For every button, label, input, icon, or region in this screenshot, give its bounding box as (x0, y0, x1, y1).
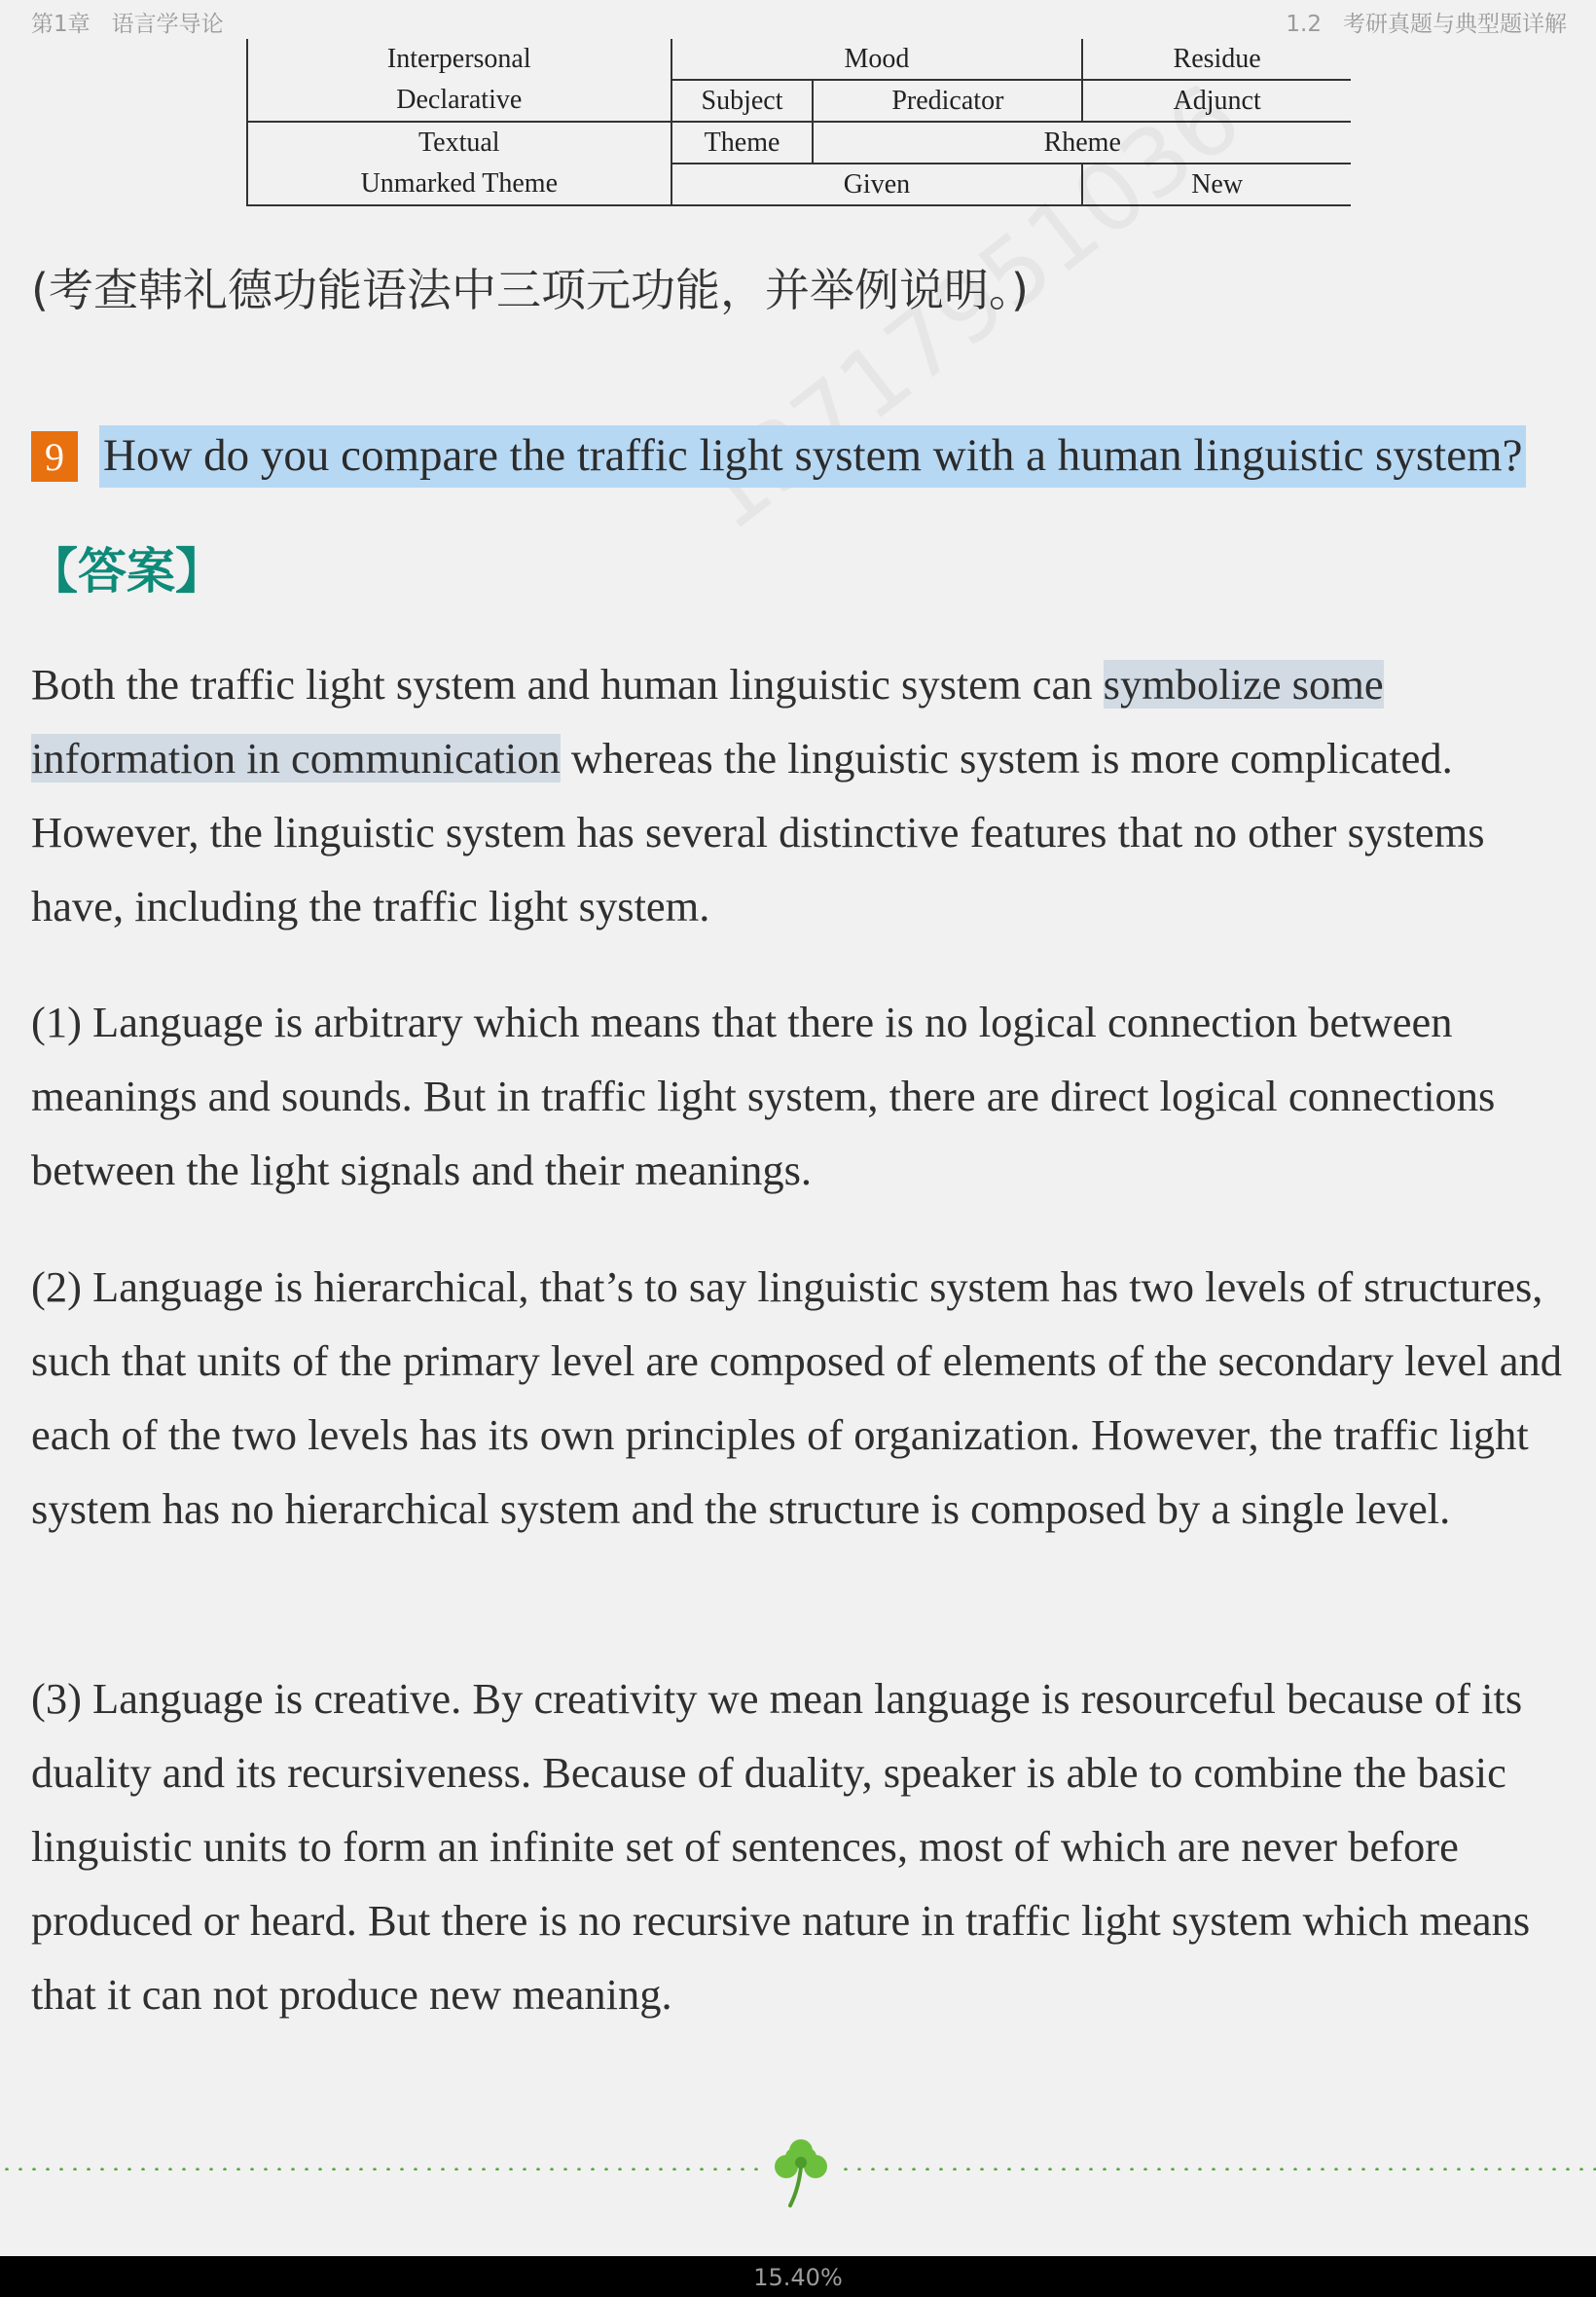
clover-icon (767, 2133, 835, 2209)
answer-paragraph[interactable]: (3) Language is creative. By creativity we mean language is resourceful because of its duality and its recursiveness. Because of duality, speaker is able to combine the basic linguistic units to form an infinite set of sentences, most of which are never before produced or heard. But there is no recursive nature in traffic light system which means that it can not produce new meaning. (31, 1674, 1531, 2019)
question-text[interactable]: How do you compare the traffic light system with a human linguistic system? (99, 425, 1526, 488)
running-header-section (1286, 6, 1567, 38)
reader-status-bar (0, 2256, 1596, 2297)
section-title: 考研真题与典型题详解 (1343, 12, 1567, 37)
dotted-divider-right (839, 2167, 1596, 2170)
table-cell: New (1082, 164, 1351, 205)
exam-note: (考查韩礼德功能语法中三项元功能，并举例说明。) (31, 264, 1029, 316)
table-cell: Interpersonal (247, 39, 671, 80)
reading-progress: 15.40% (753, 2264, 843, 2291)
table-cell: Unmarked Theme (247, 164, 671, 205)
table-cell: Theme (671, 122, 814, 164)
answer-paragraph[interactable] (31, 647, 1578, 943)
dotted-divider-left (0, 2167, 764, 2170)
chapter-number: 第1章 (31, 12, 91, 37)
question-number-badge: 9 (31, 431, 78, 482)
table-cell: Rheme (813, 122, 1351, 164)
table-cell: Subject (671, 80, 814, 122)
table-cell: Predicator (813, 80, 1082, 122)
answer-paragraph[interactable]: (1) Language is arbitrary which means that there is no logical connection between meanings and sounds. But in traffic light system, there are direct logical connections between the light signals and their meanings. (31, 998, 1496, 1194)
table-cell: Adjunct (1082, 80, 1351, 122)
paragraph-text: Both the traffic light system and human linguistic system can (31, 660, 1104, 709)
chapter-title: 语言学导论 (111, 12, 224, 37)
table-cell: Declarative (247, 80, 671, 122)
section-number: 1.2 (1286, 12, 1322, 37)
running-header-chapter (31, 6, 224, 38)
answer-paragraph[interactable]: (2) Language is hierarchical, that’s to say linguistic system has two levels of structures, such that units of the primary level are composed of elements of the secondary level and each of the two levels has its own principles of organization. However, the traffic light system has no hierarchical system and the structure is composed by a single level. (31, 1262, 1563, 1533)
text-highlight[interactable]: symbolize some information in communication (31, 660, 1384, 783)
table-cell: Textual (247, 122, 671, 164)
answer-label: 【答案】 (29, 543, 224, 600)
table-cell: Residue (1082, 39, 1351, 80)
table-cell: Mood (671, 39, 1083, 80)
paragraph-text: whereas the linguistic system is more complicated. However, the linguistic system has several distinctive features that no other systems have, including the traffic light system. (31, 734, 1485, 930)
table-cell: Given (671, 164, 1083, 205)
functional-grammar-table (246, 39, 1351, 206)
question-heading (31, 425, 1526, 488)
